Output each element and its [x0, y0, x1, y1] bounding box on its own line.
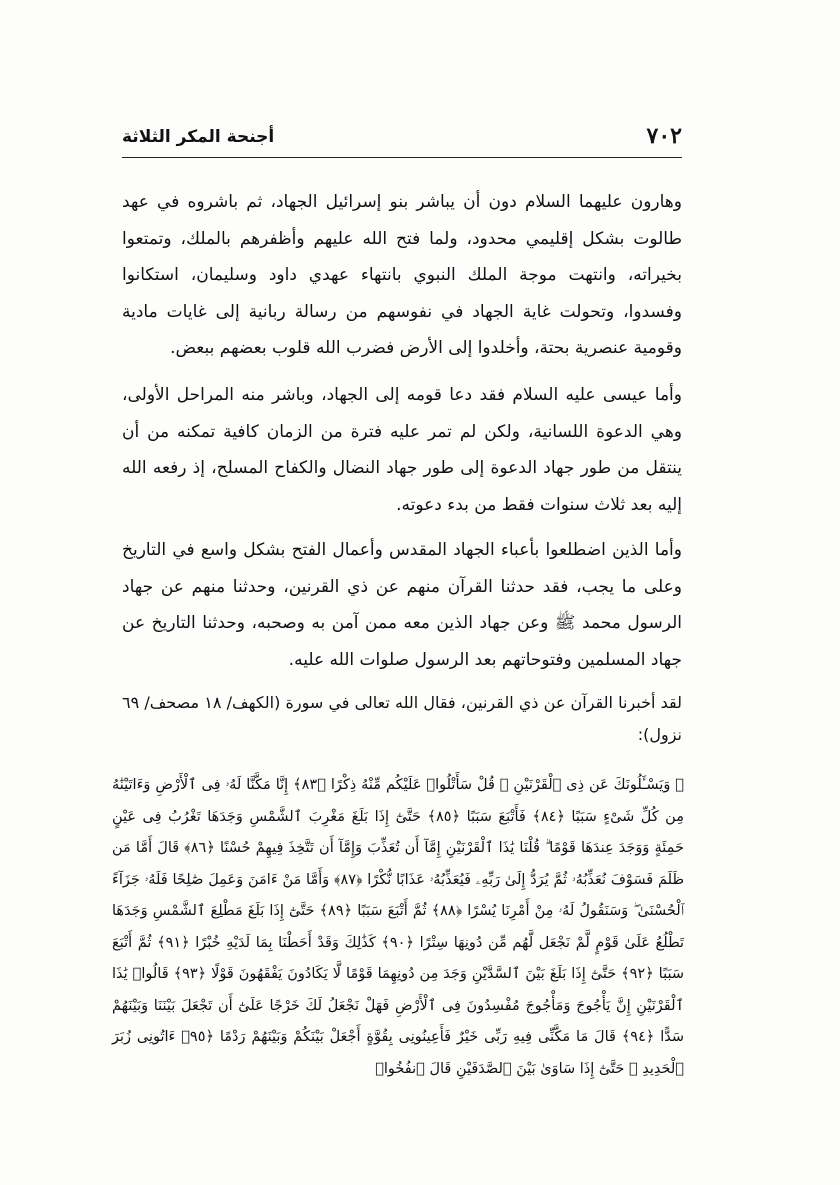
paragraph-1: وهارون عليهما السلام دون أن يباشر بنو إسرائيل الجهاد، ثم باشروه في عهد طالوت بشكل إقليمي محدود، ولما فتح الله عليهم وأظفرهم بالملك، وتمتعوا بخيراته، وانتهت موجة الملك النبوي بانتهاء عهدي داود وسليمان، استكانوا وفسدوا، وتحولت غاية الجهاد في نفوسهم من رسالة ربانية إلى غايات مادية وقومية عنصرية بحتة، وأخلدوا إلى الأرض فضرب الله قلوب بعضهم ببعض. [122, 192, 682, 358]
paragraph-3: وأما الذين اضطلعوا بأعباء الجهاد المقدس وأعمال الفتح بشكل واسع في التاريخ وعلى ما يجب، فقد حدثنا القرآن منهم عن ذي القرنين، وحدثنا منهم عن جهاد الرسول محمد ﷺ وعن جهاد الذين معه ممن آمن به وصحبه، وحدثنا التاريخ عن جهاد المسلمين وفتوحاتهم بعد الرسول صلوات الله عليه. [122, 540, 682, 670]
header-rule [122, 157, 682, 158]
paragraph-4-quran-intro: لقد أخبرنا القرآن عن ذي القرنين، فقال الله تعالى في سورة (الكهف/ ١٨ مصحف/ ٦٩ نزول): [122, 693, 682, 744]
page-number: ٧٠٢ [646, 123, 682, 149]
running-title: أجنحة المكر الثلاثة [122, 127, 275, 147]
paragraph-2: وأما عيسى عليه السلام فقد دعا قومه إلى الجهاد، وباشر منه المراحل الأولى، وهي الدعوة اللسانية، ولكن لم تمر عليه فترة من الزمان كافية تمكنه من أن ينتقل من طور جهاد الدعوة إلى طور جهاد النضال والكفاح المسلح، إذ رفعه الله إليه بعد ثلاث سنوات فقط من بدء دعوته. [122, 385, 682, 515]
quran-passage: ﴿ وَيَسْـَٔلُونَكَ عَن ذِى ٱلْقَرْنَيْنِ ۖ قُلْ سَأَتْلُوا۟ عَلَيْكُم مِّنْهُ ذِكْرًا ﴿٨٣﴾ إِنَّا مَكَّنَّا لَهُۥ فِى ٱلْأَرْضِ وَءَاتَيْنَٰهُ مِن كُلِّ شَىْءٍ سَبَبًا ﴿٨٤﴾ فَأَتْبَعَ سَبَبًا ﴿٨٥﴾ حَتَّىٰٓ إِذَا بَلَغَ مَغْرِبَ ٱلشَّمْسِ وَجَدَهَا تَغْرُبُ فِى عَيْنٍ حَمِئَةٍ وَوَجَدَ عِندَهَا قَوْمًا ۗ قُلْنَا يَٰذَا ٱلْقَرْنَيْنِ إِمَّآ أَن تُعَذِّبَ وَإِمَّآ أَن تَتَّخِذَ فِيهِمْ حُسْنًا ﴿٨٦﴾ قَالَ أَمَّا مَن ظَلَمَ فَسَوْفَ نُعَذِّبُهُۥ ثُمَّ يُرَدُّ إِلَىٰ رَبِّهِۦ فَيُعَذِّبُهُۥ عَذَابًا نُّكْرًا ﴿٨٧﴾ وَأَمَّا مَنْ ءَامَنَ وَعَمِلَ صَٰلِحًا فَلَهُۥ جَزَآءً ٱلْحُسْنَىٰ ۖ وَسَنَقُولُ لَهُۥ مِنْ أَمْرِنَا يُسْرًا ﴿٨٨﴾ ثُمَّ أَتْبَعَ سَبَبًا ﴿٨٩﴾ حَتَّىٰٓ إِذَا بَلَغَ مَطْلِعَ ٱلشَّمْسِ وَجَدَهَا تَطْلُعُ عَلَىٰ قَوْمٍ لَّمْ نَجْعَل لَّهُم مِّن دُونِهَا سِتْرًا ﴿٩٠﴾ كَذَٰلِكَ وَقَدْ أَحَطْنَا بِمَا لَدَيْهِ خُبْرًا ﴿٩١﴾ ثُمَّ أَتْبَعَ سَبَبًا ﴿٩٢﴾ حَتَّىٰٓ إِذَا بَلَغَ بَيْنَ ٱلسَّدَّيْنِ وَجَدَ مِن دُونِهِمَا قَوْمًا لَّا يَكَادُونَ يَفْقَهُونَ قَوْلًا ﴿٩٣﴾ قَالُوا۟ يَٰذَا ٱلْقَرْنَيْنِ إِنَّ يَأْجُوجَ وَمَأْجُوجَ مُفْسِدُونَ فِى ٱلْأَرْضِ فَهَلْ نَجْعَلُ لَكَ خَرْجًا عَلَىٰٓ أَن تَجْعَلَ بَيْنَنَا وَبَيْنَهُمْ سَدًّا ﴿٩٤﴾ قَالَ مَا مَكَّنِّى فِيهِ رَبِّى خَيْرٌ فَأَعِينُونِى بِقُوَّةٍ أَجْعَلْ بَيْنَكُمْ وَبَيْنَهُمْ رَدْمًا ﴿٩٥﴾ ءَاتُونِى زُبَرَ ٱلْحَدِيدِ ۖ حَتَّىٰٓ إِذَا سَاوَىٰ بَيْنَ ٱلصَّدَفَيْنِ قَالَ ٱنفُخُوا۟ [112, 777, 685, 1077]
page-header [122, 122, 682, 152]
